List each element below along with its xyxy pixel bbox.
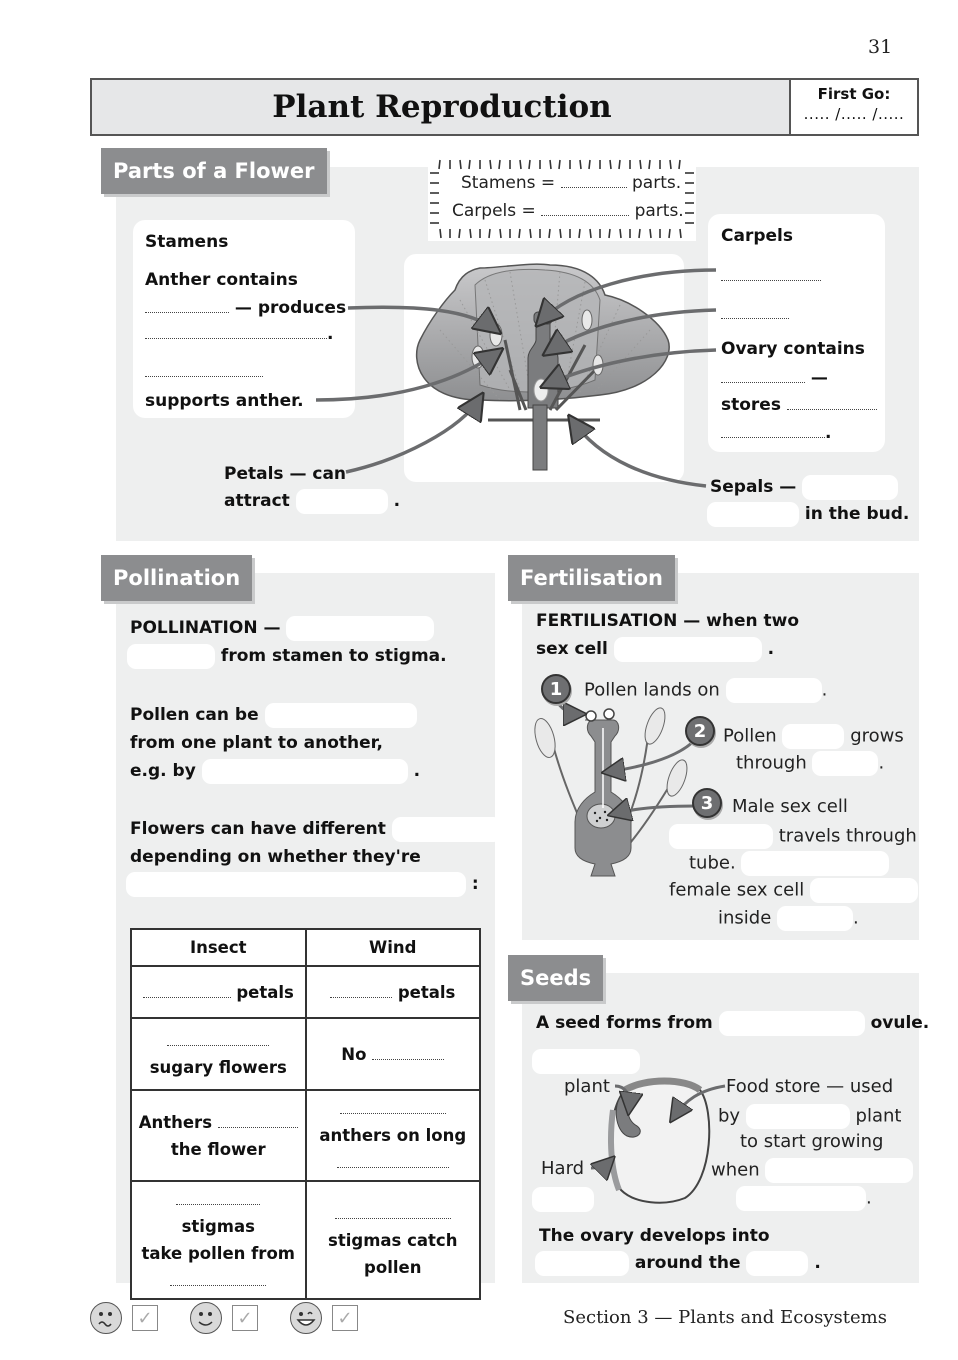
carpels-count-label: Carpels = [452, 201, 536, 221]
pollen-label: pollen [364, 1257, 422, 1277]
insect-nectar-cell [131, 1018, 306, 1090]
seed-hard-label: Hard [541, 1158, 585, 1179]
anthers-on-long-label: anthers on long [319, 1126, 467, 1145]
pollination-type-blank[interactable] [126, 872, 466, 897]
pollinator-blank[interactable] [202, 759, 408, 784]
pollination-label: POLLINATION — [130, 618, 281, 638]
table-row [131, 1181, 480, 1299]
unsure-checkbox[interactable]: ✓ [132, 1305, 158, 1331]
insect-nectar-blank[interactable] [167, 1032, 269, 1046]
grin-checkbox[interactable]: ✓ [332, 1305, 358, 1331]
in-the-bud-label: in the bud. [804, 504, 910, 524]
step-2-number: 2 [685, 716, 715, 746]
pollination-table-wrap [130, 928, 481, 1300]
stamens-count-suffix: parts. [632, 173, 682, 193]
parts-of-flower-tab: Parts of a Flower [101, 148, 327, 194]
step-1-text [584, 678, 827, 703]
no-label: No [341, 1044, 367, 1064]
by-label: by [718, 1105, 741, 1127]
pollen-transfer-line-1 [130, 701, 417, 729]
sepals-line-1 [710, 473, 898, 501]
insect-anthers-blank[interactable] [218, 1114, 298, 1128]
features-line-3 [126, 870, 479, 898]
step-2-badge [685, 716, 715, 746]
step-3-blank-4[interactable] [777, 906, 853, 931]
wind-stigmas-blank[interactable] [335, 1205, 451, 1219]
food-store-line-5 [736, 1186, 872, 1211]
seed-coat-blank-wrap [532, 1187, 594, 1212]
fruit-blank[interactable] [535, 1251, 629, 1276]
seeds-tab: Seeds [508, 955, 603, 1001]
petals-label: petals [236, 982, 294, 1002]
ovule-label: ovule. [870, 1013, 930, 1033]
carpels-count-suffix: parts. [634, 201, 684, 221]
ovary-contains-label: Ovary contains [721, 339, 865, 359]
seed-coat-blank[interactable] [532, 1187, 594, 1212]
period: . [821, 679, 828, 701]
the-flower-label: the flower [170, 1139, 266, 1159]
step-3-text: Male sex cell [732, 796, 848, 817]
food-store-line-3: to start growing [740, 1131, 884, 1152]
fertilisation-label: FERTILISATION [536, 611, 678, 631]
features-line-2: depending on whether they're [130, 847, 421, 867]
anther-line: Anther contains [145, 270, 298, 290]
insect-stigmas-blank-1[interactable] [176, 1191, 260, 1205]
stigmas-label: stigmas [181, 1217, 255, 1236]
sex-cell-label: sex cell [536, 639, 608, 659]
seed-forms-label: A seed forms from [536, 1013, 713, 1033]
pollination-tab: Pollination [101, 555, 252, 601]
take-pollen-from-label: take pollen from [141, 1244, 295, 1263]
insect-stigmas-blank-2[interactable] [170, 1272, 266, 1286]
petals-attract-blank[interactable] [296, 489, 388, 514]
period: . [825, 423, 832, 443]
food-store-line-2 [718, 1104, 901, 1129]
female-sex-cell-label: female sex cell [669, 879, 805, 901]
seed-plant-label: plant [564, 1076, 610, 1097]
sepals-label: Sepals — [710, 477, 797, 497]
produces-label: — produces [234, 298, 347, 318]
wind-anthers-cell [306, 1090, 481, 1181]
pollen-lands-label: Pollen lands on [584, 679, 720, 701]
pollen-transfer-line-3 [130, 757, 420, 785]
table-row [131, 1018, 480, 1090]
page-number: 31 [868, 36, 893, 58]
travels-through-label: travels through [778, 825, 917, 847]
flowers-different-label: Flowers can have different [130, 819, 386, 839]
step-3-blank-3[interactable] [810, 878, 918, 903]
step-1-blank[interactable] [726, 678, 822, 703]
period: . [327, 324, 334, 344]
step-1-badge [541, 674, 571, 704]
step-3-blank-1[interactable] [669, 824, 773, 849]
period: . [413, 761, 421, 781]
petals-label: petals [397, 982, 456, 1002]
wind-petals-cell [306, 966, 481, 1018]
seed-forms-blank[interactable] [719, 1011, 865, 1036]
first-go-label: First Go: [817, 85, 891, 103]
step-3-text-3 [689, 851, 889, 876]
pollen-transfer-blank[interactable] [265, 703, 417, 728]
eg-by-label: e.g. by [130, 761, 196, 781]
step-2-text-2 [736, 751, 884, 776]
step-2-blank-2[interactable] [812, 751, 878, 776]
wind-anthers-blank-2[interactable] [337, 1154, 449, 1168]
step-3-blank-2[interactable] [741, 851, 889, 876]
wind-header: Wind [306, 929, 481, 966]
insect-petals-cell [131, 966, 306, 1018]
ovary-develops-line-2 [535, 1249, 821, 1277]
ovary-develops-line: The ovary develops into [539, 1226, 770, 1246]
insect-header: Insect [131, 929, 306, 966]
step-1-number: 1 [541, 674, 571, 704]
around-the-label: around the [634, 1253, 741, 1273]
step-2-text [723, 724, 904, 749]
through-label: through [736, 752, 807, 774]
carpels-heading: Carpels [721, 226, 793, 246]
seed-forms-line [536, 1009, 929, 1037]
grin-face-icon [290, 1302, 322, 1334]
period: . [866, 1187, 872, 1209]
features-blank[interactable] [392, 817, 502, 842]
fertilisation-blank[interactable] [614, 637, 762, 662]
dash: — [810, 368, 828, 388]
food-store-line-4 [711, 1158, 913, 1183]
features-line-1 [130, 815, 502, 843]
pollination-definition [130, 614, 434, 642]
tube-label: tube. [689, 852, 736, 874]
step-3-badge [692, 788, 722, 818]
from-stamen-label: from stamen to stigma. [220, 646, 447, 666]
sepals-blank-2[interactable] [707, 502, 799, 527]
germination-blank-2[interactable] [736, 1186, 866, 1211]
food-store-blank[interactable] [746, 1104, 850, 1129]
table-row [131, 966, 480, 1018]
petals-line-1: Petals — can [224, 464, 347, 484]
smile-checkbox[interactable]: ✓ [232, 1305, 258, 1331]
wind-nectar-blank[interactable] [372, 1046, 444, 1060]
pollination-definition-2 [127, 642, 447, 670]
insect-petals-blank[interactable] [143, 984, 231, 998]
wind-stigmas-cell [306, 1181, 481, 1299]
pollen-transfer-line-2: from one plant to another, [130, 733, 384, 753]
wind-petals-blank[interactable] [330, 984, 392, 998]
stamens-heading: Stamens [145, 232, 229, 252]
sugary-flowers-label: sugary flowers [149, 1058, 287, 1077]
step-2-blank-1[interactable] [782, 724, 844, 749]
period: . [878, 752, 885, 774]
anthers-label: Anthers [138, 1112, 213, 1132]
step-3-text-2 [669, 824, 917, 849]
plant-label: plant [855, 1105, 902, 1127]
stigmas-catch-label: stigmas catch [328, 1230, 458, 1250]
period: . [767, 639, 775, 659]
germination-blank-1[interactable] [765, 1158, 913, 1183]
sepals-blank-1[interactable] [802, 475, 898, 500]
pollen-label: Pollen [723, 725, 777, 747]
step-3-text-5 [718, 906, 859, 931]
grows-label: grows [850, 725, 904, 747]
pollination-blank-1[interactable] [286, 616, 434, 641]
rating-row [90, 1302, 358, 1334]
when-label: when [711, 1159, 760, 1181]
fertilisation-definition-2 [536, 635, 774, 663]
first-go-date-field[interactable]: ..... /..... /..... [803, 105, 905, 123]
step-3-number: 3 [692, 788, 722, 818]
page-title: Plant Reproduction [272, 89, 612, 125]
unsure-face-icon [90, 1302, 122, 1334]
fertilisation-definition [536, 607, 799, 635]
period: . [853, 907, 859, 929]
section-footer: Section 3 — Plants and Ecosystems [563, 1307, 887, 1328]
step-3-text-4 [669, 878, 918, 903]
stamens-count-label: Stamens = [461, 173, 556, 193]
when-two-label: — when two [683, 611, 800, 631]
table-header-row [131, 929, 480, 966]
food-store-line-1: Food store — used [726, 1076, 894, 1097]
supports-anther-label: supports anther. [145, 391, 304, 411]
table-row [131, 1090, 480, 1181]
pollen-can-be-label: Pollen can be [130, 705, 259, 725]
fertilisation-tab: Fertilisation [508, 555, 675, 601]
period: . [393, 491, 401, 511]
period: . [814, 1253, 821, 1273]
smile-face-icon [190, 1302, 222, 1334]
pollination-blank-2[interactable] [127, 644, 215, 669]
attract-label: attract [224, 491, 290, 511]
inside-label: inside [718, 907, 772, 929]
wind-nectar-cell [306, 1018, 481, 1090]
wind-anthers-blank-1[interactable] [340, 1100, 446, 1114]
insect-stigmas-cell [131, 1181, 306, 1299]
sepals-line-2 [707, 500, 909, 528]
stores-label: stores [721, 395, 781, 415]
pollination-comparison-table [130, 928, 481, 1300]
petals-line-2 [224, 487, 400, 515]
insect-anthers-cell [131, 1090, 306, 1181]
colon: : [471, 874, 479, 894]
seed-blank[interactable] [746, 1251, 808, 1276]
